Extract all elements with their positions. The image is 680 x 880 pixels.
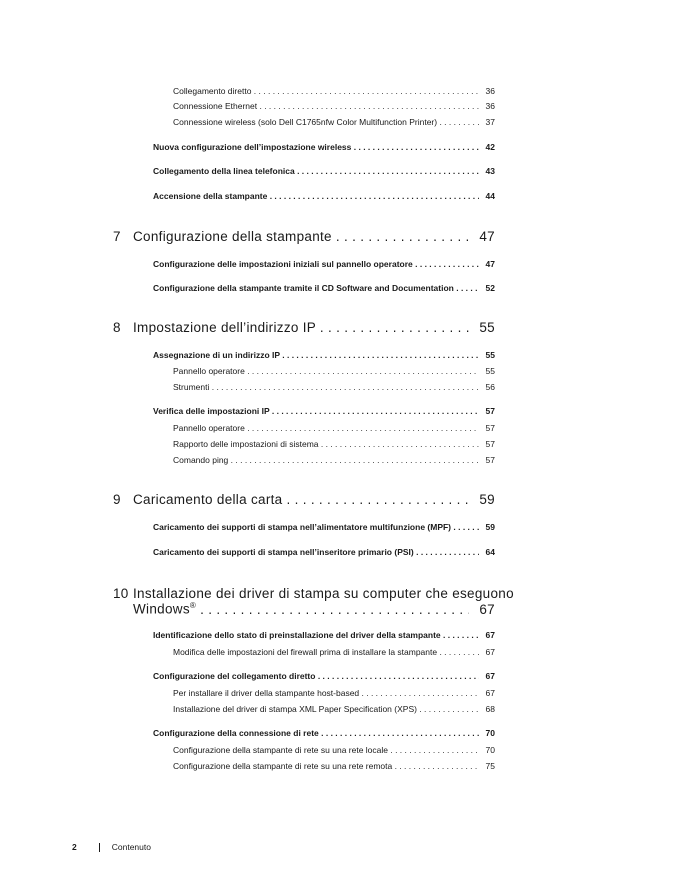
- toc-entry-title: Nuova configurazione dell’impostazione wireless . . .: [153, 142, 479, 152]
- toc-entry-page: 59: [485, 522, 495, 532]
- toc-section-entry[interactable]: [153, 522, 495, 532]
- toc-entry-title: Verifica delle impostazioni IP . . .: [153, 406, 479, 416]
- toc-entry-title: Installazione del driver di stampa XML Paper Specification (XPS) . . .: [173, 704, 479, 714]
- toc-entry[interactable]: [173, 688, 495, 698]
- toc-entry-title: Identificazione dello stato di preinstallazione del driver della stampante . . .: [153, 630, 479, 640]
- toc-section-entry[interactable]: [153, 406, 495, 416]
- toc-entry-page: 57: [485, 455, 495, 465]
- registered-mark: ®: [189, 601, 197, 610]
- toc-entry[interactable]: [173, 366, 495, 376]
- toc-entry-title: Configurazione delle impostazioni iniziali sul pannello operatore . . .: [153, 259, 479, 269]
- chapter-title: Impostazione dell’indirizzo IP . . .: [133, 320, 469, 335]
- toc-entry-title: Connessione wireless (solo Dell C1765nfw Color Multifunction Printer) . . .: [173, 117, 479, 127]
- footer-page-number: 2: [72, 842, 77, 852]
- chapter-page: 55: [479, 320, 495, 335]
- toc-section-entry[interactable]: [153, 142, 495, 152]
- toc-entry[interactable]: [173, 761, 495, 771]
- toc-section-entry[interactable]: [153, 630, 495, 640]
- toc-entry-page: 68: [485, 704, 495, 714]
- toc-entry-title: Modifica delle impostazioni del firewall prima di installare la stampante . . .: [173, 647, 479, 657]
- toc-section-entry[interactable]: [153, 259, 495, 269]
- chapter-number: 9: [113, 492, 121, 507]
- toc-entry[interactable]: [173, 86, 495, 96]
- toc-chapter-8[interactable]: [113, 320, 495, 335]
- toc-entry-title: Accensione della stampante . . .: [153, 191, 479, 201]
- toc-chapter-7[interactable]: [113, 229, 495, 244]
- toc-entry[interactable]: [173, 455, 495, 465]
- toc-entry-title: Configurazione della stampante di rete su una rete locale . . .: [173, 745, 479, 755]
- toc-entry-page: 67: [485, 630, 495, 640]
- toc-entry-title: Rapporto delle impostazioni di sistema . . .: [173, 439, 479, 449]
- toc-entry-page: 55: [485, 350, 495, 360]
- toc-entry[interactable]: [173, 423, 495, 433]
- toc-entry-page: 57: [485, 423, 495, 433]
- chapter-title-line2: Windows: [133, 601, 190, 617]
- toc-entry-page: 56: [485, 382, 495, 392]
- toc-entry[interactable]: [173, 382, 495, 392]
- toc-entry-title: Connessione Ethernet . . .: [173, 101, 479, 111]
- chapter-page: 59: [479, 492, 495, 507]
- chapter-number: 7: [113, 229, 121, 244]
- toc-entry-page: 67: [485, 688, 495, 698]
- toc-entry-page: 70: [485, 728, 495, 738]
- toc-section-entry[interactable]: [153, 350, 495, 360]
- toc-entry-title: Assegnazione di un indirizzo IP . . .: [153, 350, 479, 360]
- toc-entry-page: 47: [485, 259, 495, 269]
- toc-entry[interactable]: [173, 704, 495, 714]
- toc-entry-title: Configurazione della stampante di rete su una rete remota . . .: [173, 761, 479, 771]
- toc-entry-page: 57: [485, 439, 495, 449]
- toc-entry-title: Configurazione della connessione di rete . . .: [153, 728, 479, 738]
- toc-entry[interactable]: [173, 117, 495, 127]
- chapter-number: 10: [113, 586, 129, 601]
- toc-section-entry[interactable]: [153, 283, 495, 293]
- toc-entry-page: 36: [485, 101, 495, 111]
- toc-section-entry[interactable]: [153, 166, 495, 176]
- toc-entry[interactable]: [173, 647, 495, 657]
- toc-entry-title: Per installare il driver della stampante host-based . . .: [173, 688, 479, 698]
- toc-entry-title: Strumenti . . .: [173, 382, 479, 392]
- toc-entry[interactable]: [173, 439, 495, 449]
- toc-entry-title: Pannello operatore . . .: [173, 366, 479, 376]
- toc-entry-title: Caricamento dei supporti di stampa nell’inseritore primario (PSI) . . .: [153, 547, 479, 557]
- chapter-page: 47: [479, 229, 495, 244]
- toc-entry-page: 70: [485, 745, 495, 755]
- footer-section-title: Contenuto: [111, 842, 151, 852]
- toc-entry-page: 57: [485, 406, 495, 416]
- toc-chapter-9[interactable]: [113, 492, 495, 507]
- toc-entry-page: 64: [485, 547, 495, 557]
- toc-entry-page: 43: [485, 166, 495, 176]
- toc-section-entry[interactable]: [153, 191, 495, 201]
- toc-entry-title: Collegamento della linea telefonica . . .: [153, 166, 479, 176]
- toc-entry-title: Comando ping . . .: [173, 455, 479, 465]
- toc-entry-page: 67: [485, 647, 495, 657]
- chapter-title-line1: Installazione dei driver di stampa su computer che eseguono: [133, 586, 514, 601]
- toc-entry-title: Configurazione del collegamento diretto . . .: [153, 671, 479, 681]
- toc-entry-page: 75: [485, 761, 495, 771]
- toc-entry-page: 37: [485, 117, 495, 127]
- page-footer: [72, 842, 151, 852]
- footer-divider: [99, 843, 100, 852]
- toc-entry-page: 42: [485, 142, 495, 152]
- toc-entry-title: Configurazione della stampante tramite il CD Software and Documentation . . .: [153, 283, 479, 293]
- chapter-number: 8: [113, 320, 121, 335]
- toc-entry[interactable]: [173, 745, 495, 755]
- chapter-title: Caricamento della carta . . .: [133, 492, 469, 507]
- toc-entry[interactable]: [173, 101, 495, 111]
- toc-entry-title: Collegamento diretto . . .: [173, 86, 479, 96]
- chapter-page: 67: [479, 601, 495, 617]
- toc-entry-page: 55: [485, 366, 495, 376]
- toc-entry-title: Caricamento dei supporti di stampa nell’alimentatore multifunzione (MPF) . . .: [153, 522, 479, 532]
- toc-entry-page: 52: [485, 283, 495, 293]
- toc-section-entry[interactable]: [153, 547, 495, 557]
- toc-entry-page: 44: [485, 191, 495, 201]
- toc-section-entry[interactable]: [153, 671, 495, 681]
- chapter-title: Configurazione della stampante . . .: [133, 229, 469, 244]
- toc-entry-title: Pannello operatore . . .: [173, 423, 479, 433]
- toc-section-entry[interactable]: [153, 728, 495, 738]
- toc-entry-page: 67: [485, 671, 495, 681]
- toc-entry-page: 36: [485, 86, 495, 96]
